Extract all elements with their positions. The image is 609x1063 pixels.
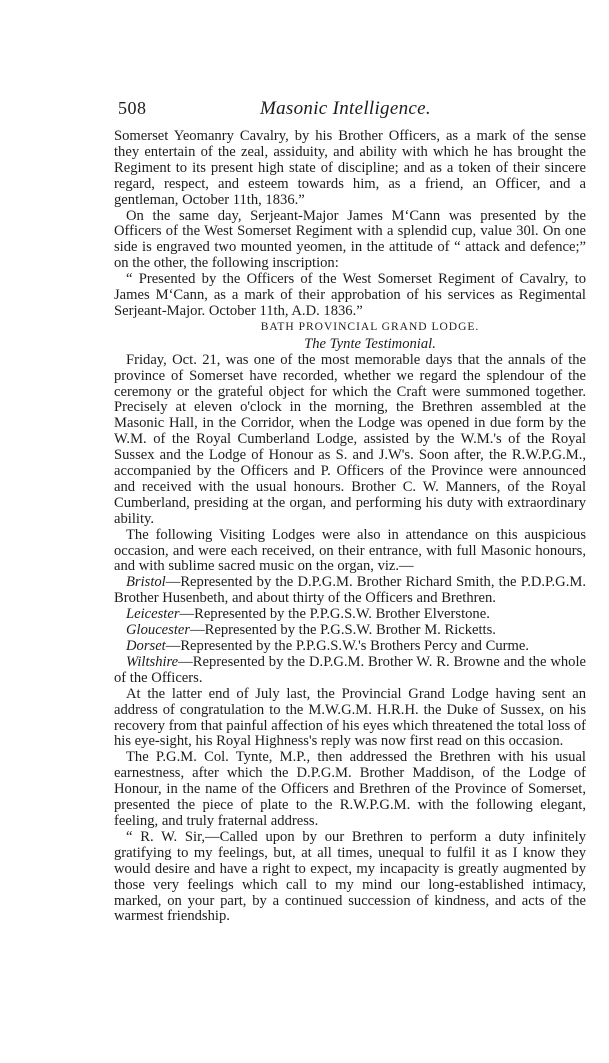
paragraph-yeomanry-continuation: Somerset Yeomanry Cavalry, by his Brother Officers, as a mark of the sense they entertain of the zeal, assiduity, and ability with which he has brought the Regiment to its present high state of discipline; and as a token of their sincere regard, respect, and esteem towards him, as a friend, an Officer, and a gentleman, October 11th, 1836.” <box>114 128 586 208</box>
paragraph-visiting-lodges: The following Visiting Lodges were also in attendance on this auspicious occasion, and were each received, on their entrance, with full Masonic honours, and with sublime sacred music on the organ, viz.— <box>114 526 586 575</box>
lodge-entry <box>114 575 586 607</box>
lodge-name: Gloucester <box>126 622 191 639</box>
lodge-entry <box>114 607 586 623</box>
lodge-name: Dorset <box>126 638 166 654</box>
running-title: Masonic Intelligence. <box>260 98 431 119</box>
lodge-name: Leicester <box>126 606 180 623</box>
paragraph-tynte-address: The P.G.M. Col. Tynte, M.P., then addressed the Brethren with his usual earnestness, after which the D.P.G.M. Brother Maddison, of the Lodge of Honour, in the name of the Officers and Brethren of the Province of Somerset, presented the piece of plate to the R.W.P.G.M. with the following elegant, feeling, and truly fraternal address. <box>114 749 586 829</box>
lodge-name: Wiltshire <box>126 653 179 670</box>
paragraph-inscription: “ Presented by the Officers of the West Somerset Regiment of Cavalry, to James M‘Cann, as a mark of their approbation of his services as Regimental Serjeant-Major. October 11th, A.D. 1836.” <box>114 271 586 319</box>
paragraph-tynte-day: Friday, Oct. 21, was one of the most memorable days that the annals of the province of Somerset have recorded, whether we regard the splendour of the ceremony or the grateful object for which the Craft were summoned together. Precisely at eleven o'clock in the morning, the Brethren assembled at the Masonic Hall, in the Corridor, when the Lodge was opened in due form by the W.M. of the Royal Cumberland Lodge, assisted by the W.M.'s of the Royal Sussex and the Lodge of Honour as S. and J.W's. Soon after, the R.W.P.G.M., accompanied by the Officers and P. Officers of the Province were announced and received with the usual honours. Brother C. W. Manners, of the Royal Cumberland, presiding at the organ, and performing his duty with extraordinary ability. <box>114 351 586 527</box>
lodge-name: Bristol <box>126 574 166 591</box>
lodge-entry <box>114 655 586 687</box>
running-header <box>118 98 588 124</box>
lodge-text: —Represented by the P.G.S.W. Brother M. Ricketts. <box>190 622 496 639</box>
lodge-text: —Represented by the P.P.G.S.W. Brother Elverstone. <box>179 606 490 623</box>
lodge-entry <box>114 639 586 655</box>
page-number: 508 <box>118 98 147 118</box>
lodge-text: —Represented by the P.P.G.S.W.'s Brothers Percy and Curme. <box>165 638 529 654</box>
lodge-text: —Represented by the D.P.G.M. Brother W. R. Browne and the whole of the Officers. <box>114 653 586 686</box>
lodge-entry <box>114 623 586 639</box>
section-heading: BATH PROVINCIAL GRAND LODGE. <box>260 320 480 333</box>
paragraph-duke-address: At the latter end of July last, the Provincial Grand Lodge having sent an address of congratulation to the M.W.G.M. H.R.H. the Duke of Sussex, on his recovery from that painful affection of his eyes which threatened the total loss of his eye-sight, his Royal Highness's reply was now first read on this occasion. <box>114 685 586 750</box>
body-text <box>114 129 586 925</box>
paragraph-maddison-speech: “ R. W. Sir,—Called upon by our Brethren to perform a duty infinitely gratifying to my feelings, but, at all times, unequal to fulfil it as I know they would desire and have a right to expect, my incapacity is greatly augmented by those very feelings which call to my mind our long-established intimacy, marked, on your part, by a continued succession of kindness, and acts of the warmest friendship. <box>114 828 586 925</box>
paragraph-mccann-cup: On the same day, Serjeant-Major James M‘Cann was presented by the Officers of the West Somerset Regiment with a splendid cup, value 30l. On one side is engraved two mounted yeomen, in the attitude of “ attack and defence;” on the other, the following inscription: <box>114 207 586 272</box>
section-subheading: The Tynte Testimonial. <box>304 335 436 352</box>
lodge-text: —Represented by the D.P.G.M. Brother Richard Smith, the P.D.P.G.M. Brother Husenbeth, and about thirty of the Officers and Brethren. <box>114 574 586 607</box>
